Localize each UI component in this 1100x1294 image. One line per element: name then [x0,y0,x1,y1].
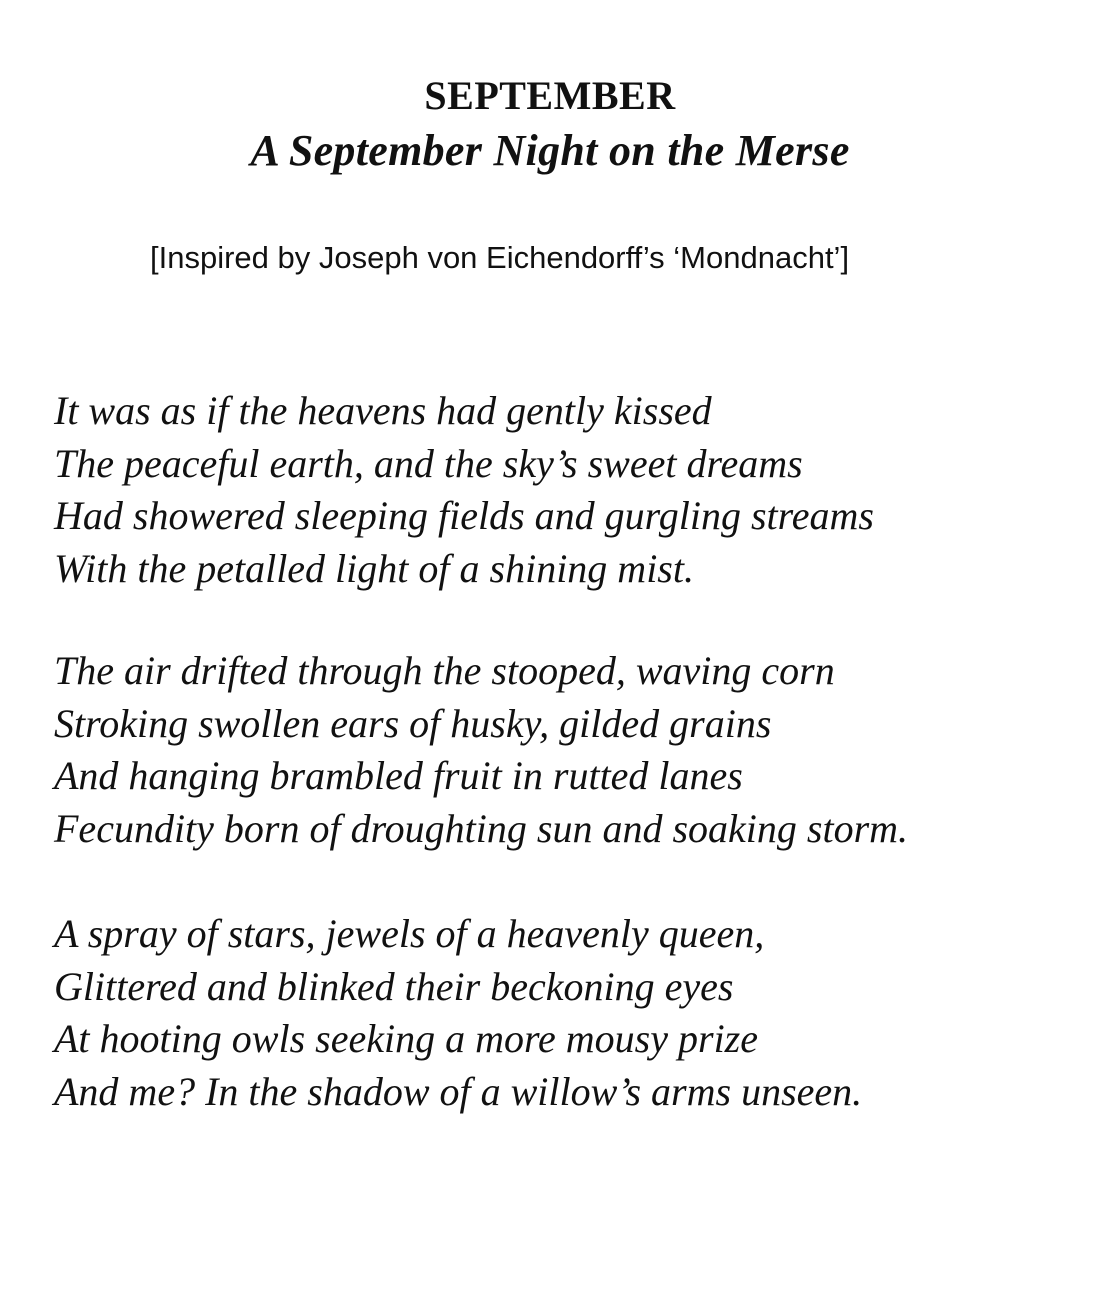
poem-line: The air drifted through the stooped, waving corn [54,648,835,693]
poem-line: The peaceful earth, and the sky’s sweet dreams [54,440,803,486]
poem-title: A September Night on the Merse [250,126,850,175]
stanza-1 [54,385,874,595]
inspiration-note: [Inspired by Joseph von Eichendorff’s ‘Mondnacht’] [150,240,850,275]
poem-line: Fecundity born of droughting sun and soaking storm. [54,805,909,851]
poem-line: And hanging brambled fruit in rutted lanes [54,753,743,798]
poem-line: It was as if the heavens had gently kissed [54,388,712,433]
stanza-3 [54,908,862,1118]
page-title: SEPTEMBER [424,73,676,118]
stanza-2 [54,645,908,855]
poem-line: Stroking swollen ears of husky, gilded grains [54,700,772,746]
poem-line: Glittered and blinked their beckoning eyes [54,963,734,1009]
poem-line: Had showered sleeping fields and gurgling streams [54,493,874,538]
poem-line: And me? In the shadow of a willow’s arms unseen. [54,1068,863,1114]
poem-line: A spray of stars, jewels of a heavenly queen, [54,911,765,956]
poem-line: At hooting owls seeking a more mousy prize [54,1016,759,1061]
poem-line: With the petalled light of a shining mist. [54,545,694,591]
